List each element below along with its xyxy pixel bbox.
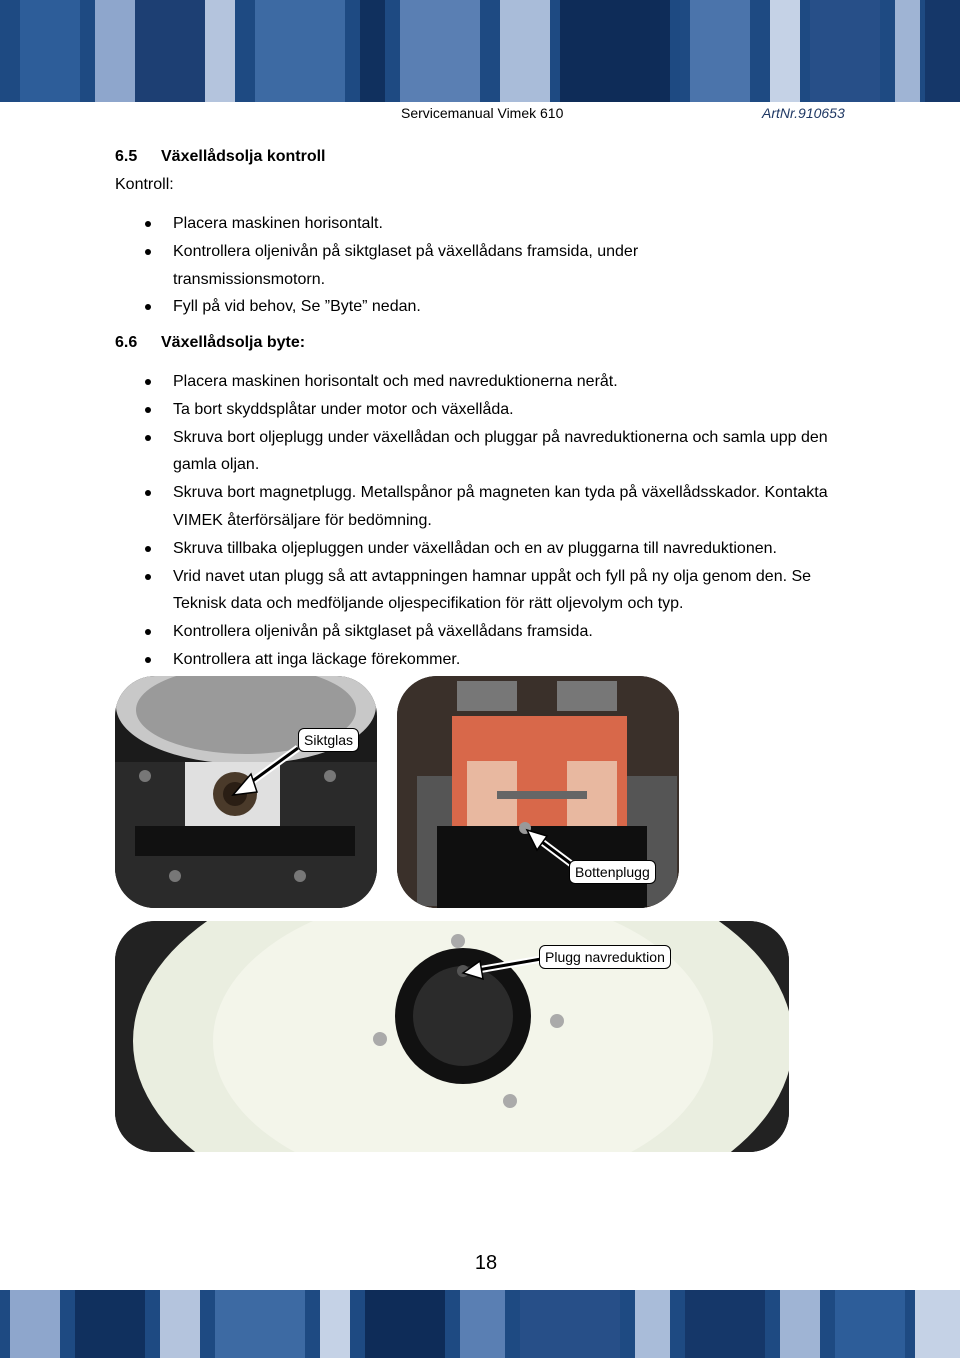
list-item: Placera maskinen horisontalt. [145,210,845,238]
hub-reduction-photo [115,921,789,1152]
callout-bottenplugg: Bottenplugg [569,860,656,884]
list-item: Skruva tillbaka oljepluggen under växellådan och en av pluggarna till navreduktionen. [145,535,845,563]
gearbox-illustration [115,676,377,908]
bullet-icon [145,657,151,663]
list-item: Kontrollera att inga läckage förekommer. [145,646,845,674]
callout-plugg-navreduktion: Plugg navreduktion [539,945,671,969]
section-6-5-list [145,210,845,321]
bullet-icon [145,435,151,441]
bullet-icon [145,574,151,580]
bottom-plug-photo [397,676,679,908]
list-item: Kontrollera oljenivån på siktglaset på växellådans framsida. [145,618,845,646]
list-item: Fyll på vid behov, Se ”Byte” nedan. [145,293,845,321]
bullet-icon [145,407,151,413]
section-title: Växellådsolja byte: [161,334,306,351]
bullet-icon [145,221,151,227]
section-6-6-list [145,368,845,674]
bullet-icon [145,546,151,552]
bullet-icon [145,249,151,255]
bullet-icon [145,629,151,635]
section-6-5-heading [115,148,326,166]
header-title: Servicemanual Vimek 610 [401,105,564,121]
list-item: Placera maskinen horisontalt och med navreduktionerna neråt. [145,368,845,396]
wheel-illustration [115,921,789,1152]
section-intro: Kontroll: [115,176,174,193]
section-6-6-heading [115,334,305,352]
list-item: Kontrollera oljenivån på siktglaset på växellådans framsida, under transmissionsmotorn. [145,238,845,294]
section-number: 6.5 [115,148,138,165]
header-artnr: ArtNr.910653 [762,105,845,121]
page-number: 18 [474,1252,498,1274]
section-title: Växellådsolja kontroll [161,148,326,165]
sight-glass-photo [115,676,377,908]
bullet-icon [145,304,151,310]
footer-decoration [0,1290,960,1358]
section-number: 6.6 [115,334,138,351]
list-item: Skruva bort oljeplugg under växellådan och pluggar på navreduktionerna och samla upp den gamla oljan. [145,424,845,480]
bullet-icon [145,379,151,385]
bullet-icon [145,490,151,496]
list-item: Ta bort skyddsplåtar under motor och växellåda. [145,396,845,424]
list-item: Vrid navet utan plugg så att avtappningen hamnar uppåt och fyll på ny olja genom den. Se Teknisk data och medföljande oljespecifikation för rätt oljevolym och typ. [145,563,845,619]
header-decoration [0,0,960,102]
callout-siktglas: Siktglas [298,728,359,752]
list-item: Skruva bort magnetplugg. Metallspånor på magneten kan tyda på växellådsskador. Kontakta VIMEK återförsäljare för bedömning. [145,479,845,535]
